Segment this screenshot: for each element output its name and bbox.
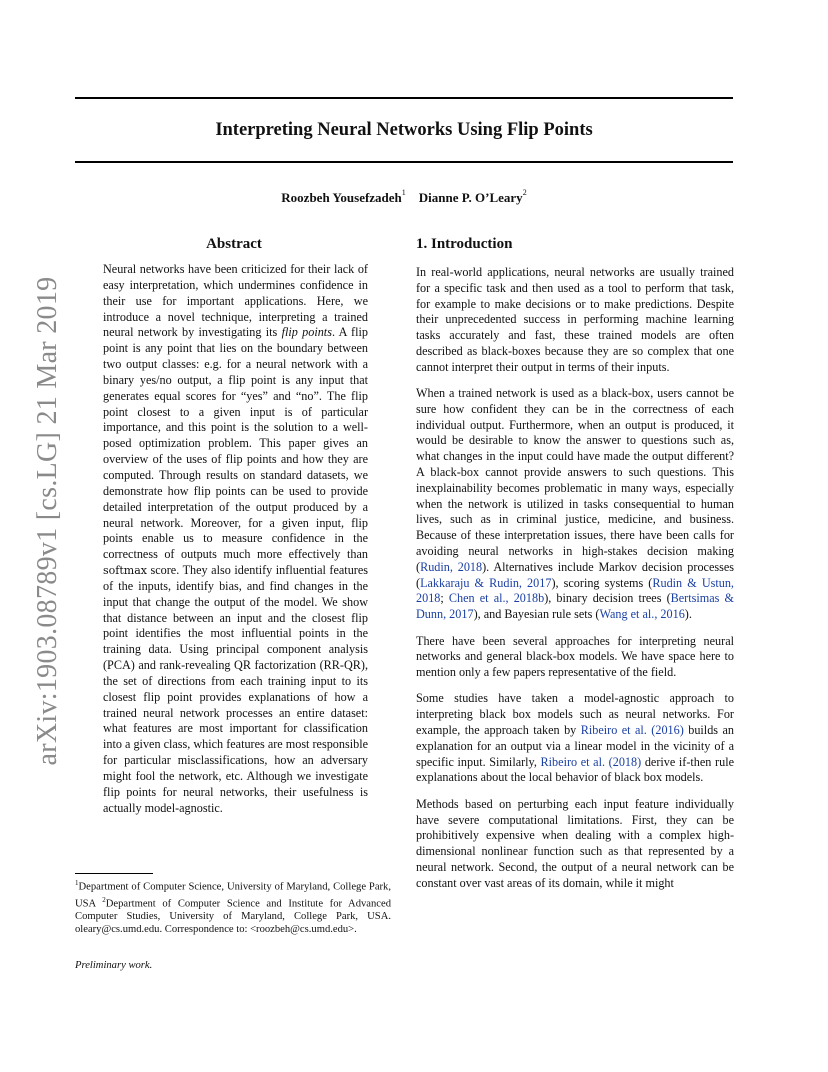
arxiv-stamp: arXiv:1903.08789v1 [cs.LG] 21 Mar 2019 xyxy=(32,276,63,766)
intro-paragraph xyxy=(416,797,734,892)
author-affiliation-mark: 2 xyxy=(522,188,527,197)
author-name: Roozbeh Yousefzadeh xyxy=(281,190,402,205)
footnote-mark: 2 xyxy=(102,895,106,904)
intro-text: Methods based on perturbing each input feature individually have severe computational limitations. First, they can be prohibitively expensive when dealing with a complex high-dimensional nonlinear function such as that represented by a neural network. Second, the output of a neural network can be constant over vast areas of its domain, while it might xyxy=(416,796,734,890)
footnote-text: Department of Computer Science, University of Maryland, College Park, USA xyxy=(75,881,391,910)
softmax-term: softmax xyxy=(103,564,147,578)
intro-text: Some studies have taken a model-agnostic approach to interpreting black box models such as neural networks. For example, the approach taken by xyxy=(416,691,734,738)
intro-text: ; xyxy=(440,591,449,606)
intro-text: ), and Bayesian rule sets ( xyxy=(473,607,600,622)
citation-link[interactable]: Bertsimas & Dunn, 2017 xyxy=(416,591,734,622)
intro-paragraph xyxy=(416,265,734,376)
citation-link[interactable]: Lakkaraju & Rudin, 2017 xyxy=(420,575,552,590)
title-bottom-rule xyxy=(75,161,733,163)
footnote-text: Department of Computer Science and Institute for Advanced Computer Studies, University of Maryland, College Park, USA. oleary@cs.umd.edu. Correspondence to: <roozbeh@cs.umd.edu>. xyxy=(75,898,392,936)
paper-title: Interpreting Neural Networks Using Flip Points xyxy=(215,120,593,140)
abstract-text: . A flip point is any point that lies on the boundary between two output classes: e.g. for a neural network with a binary yes/no output, a flip point is any input that generates equal scores for “yes” and “no”. The flip point closest to a given input is of particular importance, and this point is the solution to a well-posed optimization problem. This paper gives an overview of the uses of flip points and how they are computed. Through results on standard datasets, we demonstrate how flip points can be used to provide detailed interpretation of the output produced by a neural network. Moreover, for a given input, flip points enable us to measure confidence in the correctness of outputs much more effectively than xyxy=(103,325,368,562)
flip-points-term: flip points xyxy=(281,325,332,340)
intro-paragraph xyxy=(416,386,734,623)
intro-text: ), binary decision trees ( xyxy=(544,591,671,606)
citation-link[interactable]: Rudin, 2018 xyxy=(420,559,483,574)
intro-text: There have been several approaches for interpreting neural networks and general black-box models. We have space here to mention only a few papers representative of the field. xyxy=(416,633,734,680)
citation-link[interactable]: Rudin & Ustun, 2018 xyxy=(416,575,734,606)
intro-paragraph xyxy=(416,691,734,786)
abstract-heading: Abstract xyxy=(206,236,262,252)
intro-text: In real-world applications, neural networks are usually trained for a specific task and then used as a tool to perform that task, for example to make decisions or to make predictions. Despite their unprecedented success in performing machine learning tasks accurately and fast, these trained models are often described as black-boxes because they are so complex that one cannot interpret their output in terms of their inputs. xyxy=(416,265,734,374)
intro-text: ). xyxy=(684,607,692,622)
author-line xyxy=(75,190,733,206)
affiliation-footnote xyxy=(75,877,391,936)
citation-link[interactable]: Wang et al., 2016 xyxy=(599,607,685,622)
abstract-text: score. They also identify influential features of the inputs, identify bias, and find changes in the input that change the output of the model. We show that distance between an input and the closest flip point identifies the most influential points in the training data. Using principal component analysis (PCA) and rank-revealing QR factorization (RR-QR), the set of directions from each training input to its closest flip point provides explanations of how a trained neural network processes an entire dataset: what features are most important for classification into a given class, which features are most responsible for particular misclassifications, how an adversary might fool the network, etc. Although we investigate flip points for neural networks, their usefulness is actually model-agnostic. xyxy=(103,563,369,815)
abstract-text: Neural networks have been criticized for their lack of easy interpretation, which undermines confidence in their use for important applications. Here, we introduce a novel technique, interpreting a trained neural network by investigating its xyxy=(103,262,368,340)
abstract-body xyxy=(103,262,368,817)
introduction-body xyxy=(416,265,734,902)
top-rule xyxy=(75,97,733,99)
citation-link[interactable]: Chen et al., 2018b xyxy=(448,591,545,606)
intro-text: ), scoring systems ( xyxy=(551,575,653,590)
intro-text: ). Alternatives include Markov decision processes ( xyxy=(416,559,734,590)
footnote-mark: 1 xyxy=(75,879,79,887)
footnote-rule xyxy=(75,873,153,874)
author-name: Dianne P. O’Leary xyxy=(418,190,523,205)
introduction-heading: 1. Introduction xyxy=(416,236,513,252)
intro-paragraph xyxy=(416,634,734,681)
intro-text: builds an explanation for an output via a linear model in the vicinity of a specific input. Similarly, xyxy=(416,723,734,769)
author-affiliation-mark: 1 xyxy=(401,188,406,197)
intro-text: When a trained network is used as a black-box, users cannot be sure how confident they can be in the correctness of each individual output. Furthermore, when an output is produced, it would be desirable to know the answer to questions such as, what changes in the input could have made the output different? A black-box cannot provide answers to such questions. This inexplainability becomes problematic in many ways, especially when the network is utilized in tasks consequential to human lives, such as in criminal justice, medicine, and business. Because of these interpretation issues, there have been calls for avoiding neural networks in high-stakes decision making ( xyxy=(416,386,734,574)
preliminary-note: Preliminary work. xyxy=(75,960,153,971)
intro-text: derive if-then rule explanations about the local behavior of black box models. xyxy=(416,754,734,785)
citation-link[interactable]: Ribeiro et al. (2016) xyxy=(580,723,684,738)
citation-link[interactable]: Ribeiro et al. (2018) xyxy=(540,754,642,769)
